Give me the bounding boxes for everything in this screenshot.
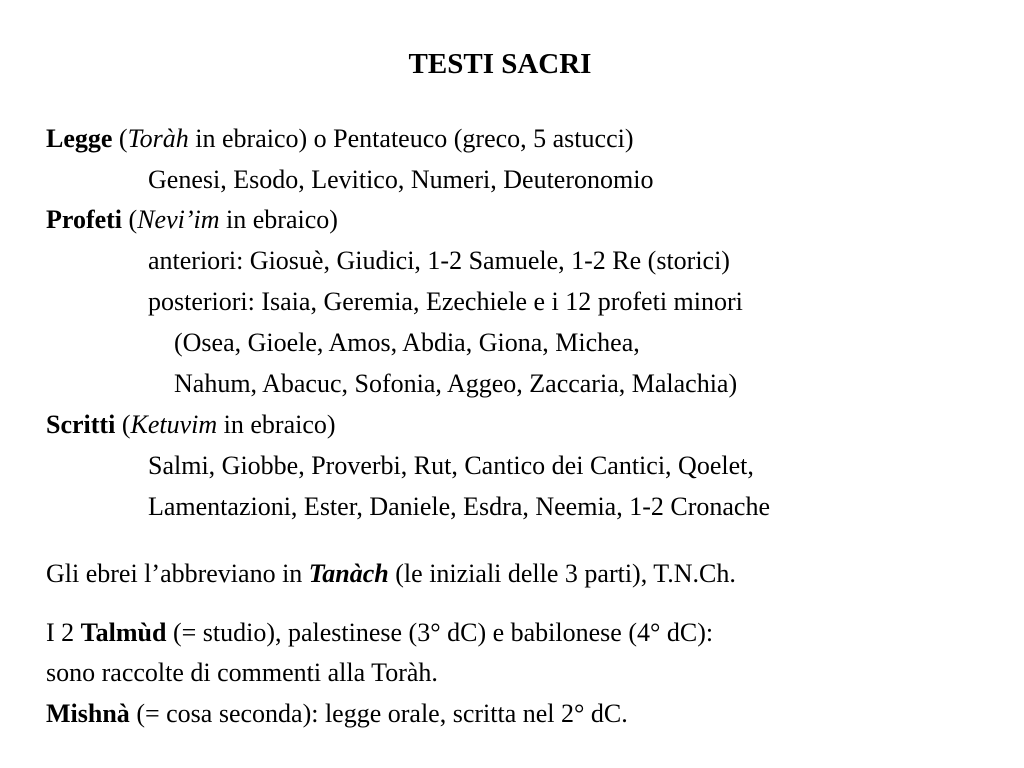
mishna-line [46, 697, 628, 731]
talmud-after: (= studio), palestinese (3° dC) e babilonese (4° dC): [166, 618, 714, 647]
legge-open: ( [112, 124, 128, 153]
profeti-posteriori: posteriori: Isaia, Geremia, Ezechiele e i 12 profeti minori [148, 287, 743, 316]
tanach-term: Tanàch [308, 559, 389, 588]
talmud-line [46, 616, 713, 650]
legge-hebrew: Toràh [127, 124, 189, 153]
mishna-term: Mishnà [46, 699, 130, 728]
tanach-before: Gli ebrei l’abbreviano in [46, 559, 309, 588]
profeti-line [46, 203, 338, 237]
scritti-line [46, 408, 336, 442]
profeti-heading: Profeti [46, 205, 123, 234]
talmud-before: I 2 [46, 618, 81, 647]
legge-line [46, 122, 634, 156]
scritti-books-1: Salmi, Giobbe, Proverbi, Rut, Cantico dei Cantici, Qoelet, [148, 451, 754, 480]
slide-title: TESTI SACRI [408, 48, 592, 80]
legge-books: Genesi, Esodo, Levitico, Numeri, Deuteronomio [148, 165, 654, 194]
profeti-minori-2: Nahum, Abacuc, Sofonia, Aggeo, Zaccaria, Malachia) [174, 369, 738, 398]
profeti-minori-1: (Osea, Gioele, Amos, Abdia, Giona, Michea, [174, 328, 640, 357]
mishna-after: (= cosa seconda): legge orale, scritta nel 2° dC. [129, 699, 628, 728]
tanach-after: (le iniziali delle 3 parti), T.N.Ch. [388, 559, 736, 588]
scritti-hebrew: Ketuvim [130, 410, 218, 439]
scritti-open: ( [115, 410, 131, 439]
talmud-line-2: sono raccolte di commenti alla Toràh. [46, 658, 438, 687]
profeti-anteriori: anteriori: Giosuè, Giudici, 1-2 Samuele, 1-2 Re (storici) [148, 246, 730, 275]
tanach-line [46, 557, 736, 591]
legge-rest: in ebraico) o Pentateuco (greco, 5 astucci) [188, 124, 634, 153]
profeti-rest: in ebraico) [219, 205, 338, 234]
profeti-hebrew: Nevi’im [137, 205, 220, 234]
profeti-open: ( [122, 205, 138, 234]
talmud-term: Talmùd [80, 618, 167, 647]
scritti-books-2: Lamentazioni, Ester, Daniele, Esdra, Neemia, 1-2 Cronache [148, 492, 770, 521]
scritti-heading: Scritti [46, 410, 116, 439]
scritti-rest: in ebraico) [217, 410, 336, 439]
legge-heading: Legge [46, 124, 113, 153]
